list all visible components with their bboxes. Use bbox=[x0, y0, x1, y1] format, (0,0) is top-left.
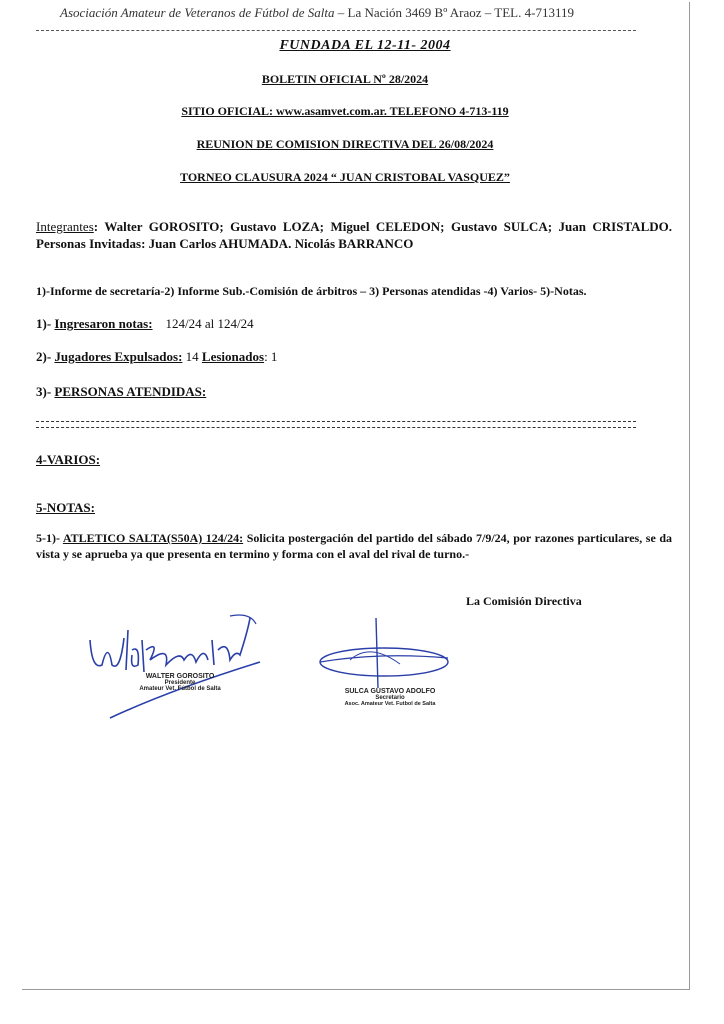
item-1 bbox=[36, 316, 672, 332]
bulletin-number: BOLETIN OFICIAL Nº 28/2024 bbox=[261, 72, 429, 86]
org-address: – La Nación 3469 Bº Araoz – TEL. 4-713119 bbox=[337, 5, 574, 20]
founded-line: FUNDADA EL 12-11- 2004 bbox=[279, 38, 451, 53]
section-divider-2 bbox=[36, 427, 636, 428]
signature-right-title: Secretario bbox=[375, 695, 405, 701]
agenda-line: 1)-Informe de secretaría-2) Informe Sub.-Comisión de árbitros – 3) Personas atendidas -4) Varios- 5)-Notas. bbox=[36, 284, 587, 298]
item-1-label: Ingresaron notas: bbox=[54, 316, 153, 331]
signature-right-caption bbox=[330, 688, 450, 707]
item-2-prefix: 2)- bbox=[36, 349, 55, 364]
item-2-label: Jugadores Expulsados: bbox=[54, 349, 183, 364]
signature-right-name: SULCA GUSTAVO ADOLFO bbox=[344, 688, 436, 695]
members-label: Integrantes bbox=[36, 219, 94, 234]
signature-left-caption bbox=[120, 673, 240, 692]
members-text: : Walter GOROSITO; Gustavo LOZA; Miguel CELEDON; Gustavo SULCA; Juan CRISTALDO. Personas Invitadas: Juan Carlos AHUMADA. Nicolás BARRANCO bbox=[36, 219, 672, 251]
note-1 bbox=[36, 530, 672, 562]
signature-left-scribble bbox=[80, 610, 280, 725]
signature-left-title: Presidente bbox=[164, 680, 196, 686]
org-name: Asociación Amateur de Veteranos de Fútbol de Salta bbox=[60, 5, 335, 20]
tournament-title: TORNEO CLAUSURA 2024 “ JUAN CRISTOBAL VASQUEZ” bbox=[180, 170, 510, 184]
signature-right-org: Asoc. Amateur Vet. Futbol de Salta bbox=[344, 701, 436, 707]
item-2 bbox=[36, 349, 672, 365]
item-2-value2: : 1 bbox=[264, 349, 278, 364]
signature-left-org: Amateur Vet. Fútbol de Salta bbox=[139, 686, 221, 692]
item-3-label: PERSONAS ATENDIDAS: bbox=[54, 384, 207, 399]
item-2-label2: Lesionados bbox=[201, 349, 265, 364]
signature-left-name: WALTER GOROSITO bbox=[145, 673, 215, 680]
item-3 bbox=[36, 384, 672, 400]
header-divider bbox=[36, 30, 636, 31]
commission-signoff: La Comisión Directiva bbox=[466, 594, 582, 608]
letterhead bbox=[60, 5, 660, 21]
item-3-prefix: 3)- bbox=[36, 384, 55, 399]
meeting-title: REUNION DE COMISION DIRECTIVA DEL 26/08/2024 bbox=[196, 137, 494, 151]
item-2-value: 14 bbox=[182, 349, 202, 364]
item-1-value: 124/24 al 124/24 bbox=[165, 316, 254, 331]
official-site: SITIO OFICIAL: www.asamvet.com.ar. TELEFONO 4-713-119 bbox=[181, 104, 509, 118]
notas-heading: 5-NOTAS: bbox=[36, 500, 95, 515]
item-1-prefix: 1)- bbox=[36, 316, 55, 331]
note-1-prefix: 5-1)- bbox=[36, 531, 63, 545]
note-1-text: Solicita postergación del partido del sábado 7/9/24, por razones particulares, se da vista y se aprueba ya que presenta en termino y forma con el aval del rival de turno.- bbox=[36, 531, 672, 561]
signature-right-scribble bbox=[310, 612, 460, 692]
note-1-label: ATLETICO SALTA(S50A) 124/24: bbox=[62, 531, 244, 545]
section-divider-1 bbox=[36, 421, 636, 422]
varios-heading: 4-VARIOS: bbox=[36, 452, 101, 467]
members-paragraph bbox=[36, 218, 672, 252]
